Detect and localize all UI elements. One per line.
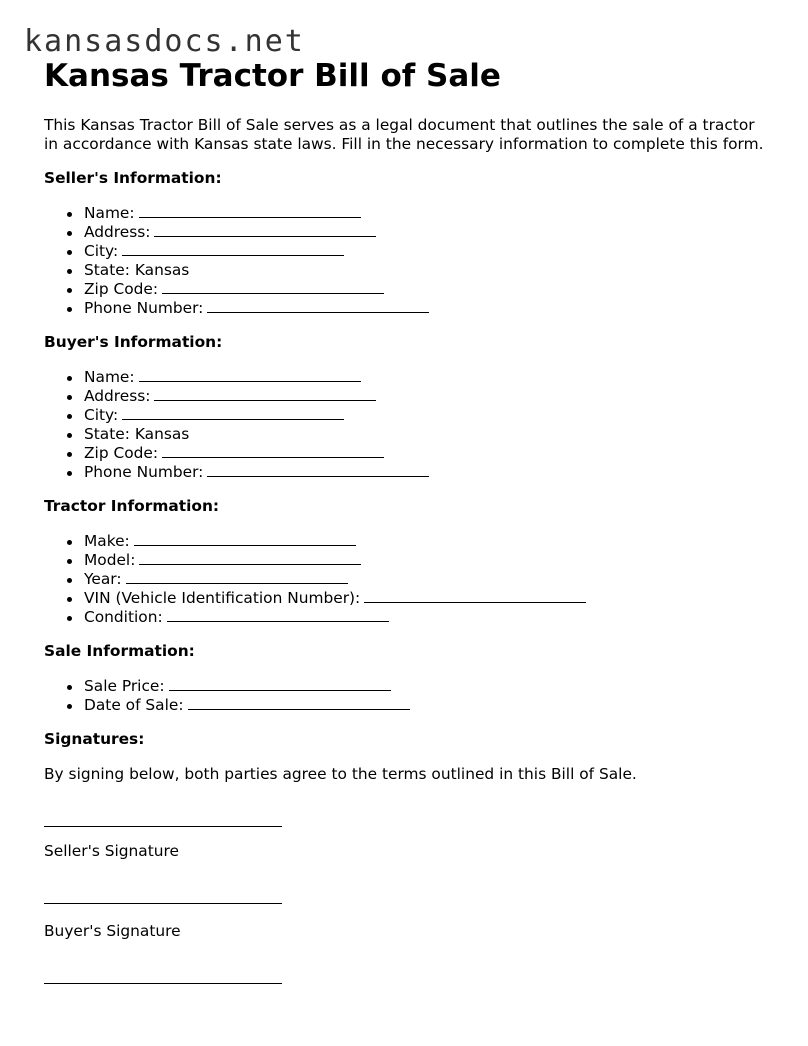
seller-city-blank[interactable]	[122, 243, 344, 256]
buyer-address-label: Address:	[84, 387, 151, 405]
seller-signature-label: Seller's Signature	[44, 842, 179, 860]
buyer-address-field	[84, 387, 774, 406]
seller-zip-blank[interactable]	[162, 281, 384, 294]
seller-state-text: State: Kansas	[84, 261, 190, 279]
seller-zip-field	[84, 280, 774, 299]
seller-city-label: City:	[84, 242, 119, 260]
tractor-condition-field	[84, 608, 774, 627]
seller-address-blank[interactable]	[154, 224, 376, 237]
buyer-signature-label: Buyer's Signature	[44, 922, 181, 940]
seller-name-blank[interactable]	[139, 205, 361, 218]
signatures-statement: By signing below, both parties agree to the terms outlined in this Bill of Sale.	[44, 765, 637, 783]
buyer-address-blank[interactable]	[154, 388, 376, 401]
intro-paragraph: This Kansas Tractor Bill of Sale serves as a legal document that outlines the sale of a tractor in accordance with Kansas state laws. Fill in the necessary information to complete this form.	[44, 116, 764, 153]
tractor-vin-blank[interactable]	[364, 590, 586, 603]
buyer-zip-label: Zip Code:	[84, 444, 159, 462]
seller-signature-line[interactable]	[44, 826, 282, 827]
tractor-condition-blank[interactable]	[167, 609, 389, 622]
tractor-make-label: Make:	[84, 532, 130, 550]
seller-fields	[44, 204, 774, 318]
tractor-model-blank[interactable]	[139, 552, 361, 565]
seller-zip-label: Zip Code:	[84, 280, 159, 298]
seller-city-field	[84, 242, 774, 261]
buyer-city-label: City:	[84, 406, 119, 424]
sale-price-label: Sale Price:	[84, 677, 165, 695]
sale-date-blank[interactable]	[188, 697, 410, 710]
seller-name-label: Name:	[84, 204, 135, 222]
buyer-phone-field	[84, 463, 774, 482]
buyer-name-label: Name:	[84, 368, 135, 386]
tractor-vin-label: VIN (Vehicle Identification Number):	[84, 589, 361, 607]
tractor-model-label: Model:	[84, 551, 136, 569]
seller-heading: Seller's Information:	[44, 169, 222, 187]
document-body	[44, 56, 774, 984]
seller-phone-label: Phone Number:	[84, 299, 204, 317]
buyer-city-field	[84, 406, 774, 425]
buyer-zip-field	[84, 444, 774, 463]
sale-price-field	[84, 677, 774, 696]
tractor-vin-field	[84, 589, 774, 608]
page-title: Kansas Tractor Bill of Sale	[44, 58, 501, 94]
sale-fields	[44, 677, 774, 715]
seller-address-field	[84, 223, 774, 242]
seller-name-field	[84, 204, 774, 223]
tractor-fields	[44, 532, 774, 627]
sale-date-label: Date of Sale:	[84, 696, 184, 714]
sale-heading: Sale Information:	[44, 642, 195, 660]
tractor-year-field	[84, 570, 774, 589]
buyer-phone-label: Phone Number:	[84, 463, 204, 481]
sale-date-field	[84, 696, 774, 715]
tractor-condition-label: Condition:	[84, 608, 163, 626]
signatures-heading: Signatures:	[44, 730, 145, 748]
tractor-year-label: Year:	[84, 570, 122, 588]
buyer-phone-blank[interactable]	[207, 464, 429, 477]
buyer-name-field	[84, 368, 774, 387]
tractor-year-blank[interactable]	[126, 571, 348, 584]
seller-phone-field	[84, 299, 774, 318]
buyer-signature-line[interactable]	[44, 903, 282, 904]
tractor-make-field	[84, 532, 774, 551]
seller-phone-blank[interactable]	[207, 300, 429, 313]
tractor-make-blank[interactable]	[134, 533, 356, 546]
sale-price-blank[interactable]	[169, 678, 391, 691]
buyer-fields	[44, 368, 774, 482]
seller-address-label: Address:	[84, 223, 151, 241]
tractor-heading: Tractor Information:	[44, 497, 220, 515]
tractor-model-field	[84, 551, 774, 570]
buyer-state-field	[84, 425, 774, 444]
extra-signature-line[interactable]	[44, 983, 282, 984]
buyer-name-blank[interactable]	[139, 369, 361, 382]
buyer-heading: Buyer's Information:	[44, 333, 223, 351]
watermark: kansasdocs.net	[24, 24, 305, 59]
buyer-state-text: State: Kansas	[84, 425, 190, 443]
buyer-city-blank[interactable]	[122, 407, 344, 420]
seller-state-field	[84, 261, 774, 280]
buyer-zip-blank[interactable]	[162, 445, 384, 458]
